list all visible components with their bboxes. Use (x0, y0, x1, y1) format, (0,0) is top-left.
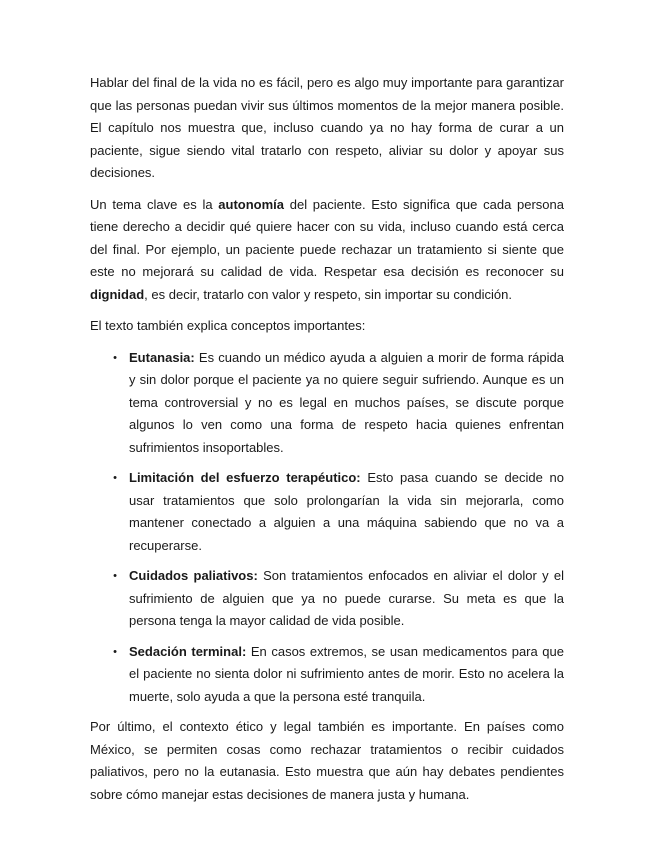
list-item-term: Sedación terminal: (129, 643, 247, 659)
list-item-sedacion-terminal (90, 641, 564, 709)
paragraph-concepts-intro: El texto también explica conceptos importantes: (90, 318, 366, 333)
paragraph-autonomy-text-1: Un tema clave es la (90, 196, 219, 212)
bullet-icon: • (113, 570, 117, 582)
list-item-term: Eutanasia: (129, 349, 195, 365)
document-page (90, 72, 564, 815)
list-item-text: Es cuando un médico ayuda a alguien a morir de forma rápida y sin dolor porque el paciente ya no quiere seguir sufriendo. Aunque es un tema controversial y no es legal en muchos países, se discute porque algunos lo ven como una forma de respeto hacia quienes enfrentan sufrimientos insoportables. (129, 349, 564, 455)
list-item-limitacion (90, 467, 564, 557)
bullet-icon: • (113, 351, 117, 364)
term-autonomia: autonomía (218, 196, 285, 212)
list-item-text: Esto pasa cuando se decide no usar tratamientos que solo prolongarían la vida sin mejorarla, como mantener conectado a alguien a una máquina sabiendo que no va a recuperarse. (129, 470, 564, 553)
concepts-list (90, 347, 564, 709)
paragraph-autonomy (90, 194, 564, 307)
paragraph-autonomy-text-2: del paciente. Esto significa que cada persona tiene derecho a decidir qué quiere hacer con su vida, incluso cuando está cerca del final. Por ejemplo, un paciente puede rechazar un tratamiento si siente que este no mejorará su calidad de vida. Respetar esa decisión es reconocer su (90, 196, 564, 279)
paragraph-intro: Hablar del final de la vida no es fácil, pero es algo muy importante para garantizar que las personas puedan vivir sus últimos momentos de la mejor manera posible. El capítulo nos muestra que, incluso cuando ya no hay forma de curar a un paciente, sigue siendo vital tratarlo con respeto, aliviar su dolor y apoyar sus decisiones. (90, 75, 564, 180)
paragraph-autonomy-text-3: , es decir, tratarlo con valor y respeto, sin importar su condición. (144, 286, 512, 302)
list-item-text: Son tratamientos enfocados en aliviar el dolor y el sufrimiento de alguien que ya no puede curarse. Su meta es que la persona tenga la mayor calidad de vida posible. (129, 568, 564, 628)
term-dignidad: dignidad (90, 286, 145, 302)
bullet-icon: • (113, 645, 117, 658)
list-item-cuidados-paliativos (90, 565, 564, 633)
list-item-eutanasia (90, 347, 564, 460)
list-item-term: Cuidados paliativos: (129, 568, 258, 583)
list-item-term: Limitación del esfuerzo terapéutico: (129, 470, 361, 485)
bullet-icon: • (113, 472, 117, 484)
list-item-text: En casos extremos, se usan medicamentos para que el paciente no sienta dolor ni sufrimiento antes de morir. Esto no acelera la muerte, solo ayuda a que la persona esté tranquila. (129, 643, 564, 704)
paragraph-conclusion: Por último, el contexto ético y legal también es importante. En países como México, se permiten cosas como rechazar tratamientos o recibir cuidados paliativos, pero no la eutanasia. Esto muestra que aún hay debates pendientes sobre cómo manejar estas decisiones de manera justa y humana. (90, 719, 564, 802)
